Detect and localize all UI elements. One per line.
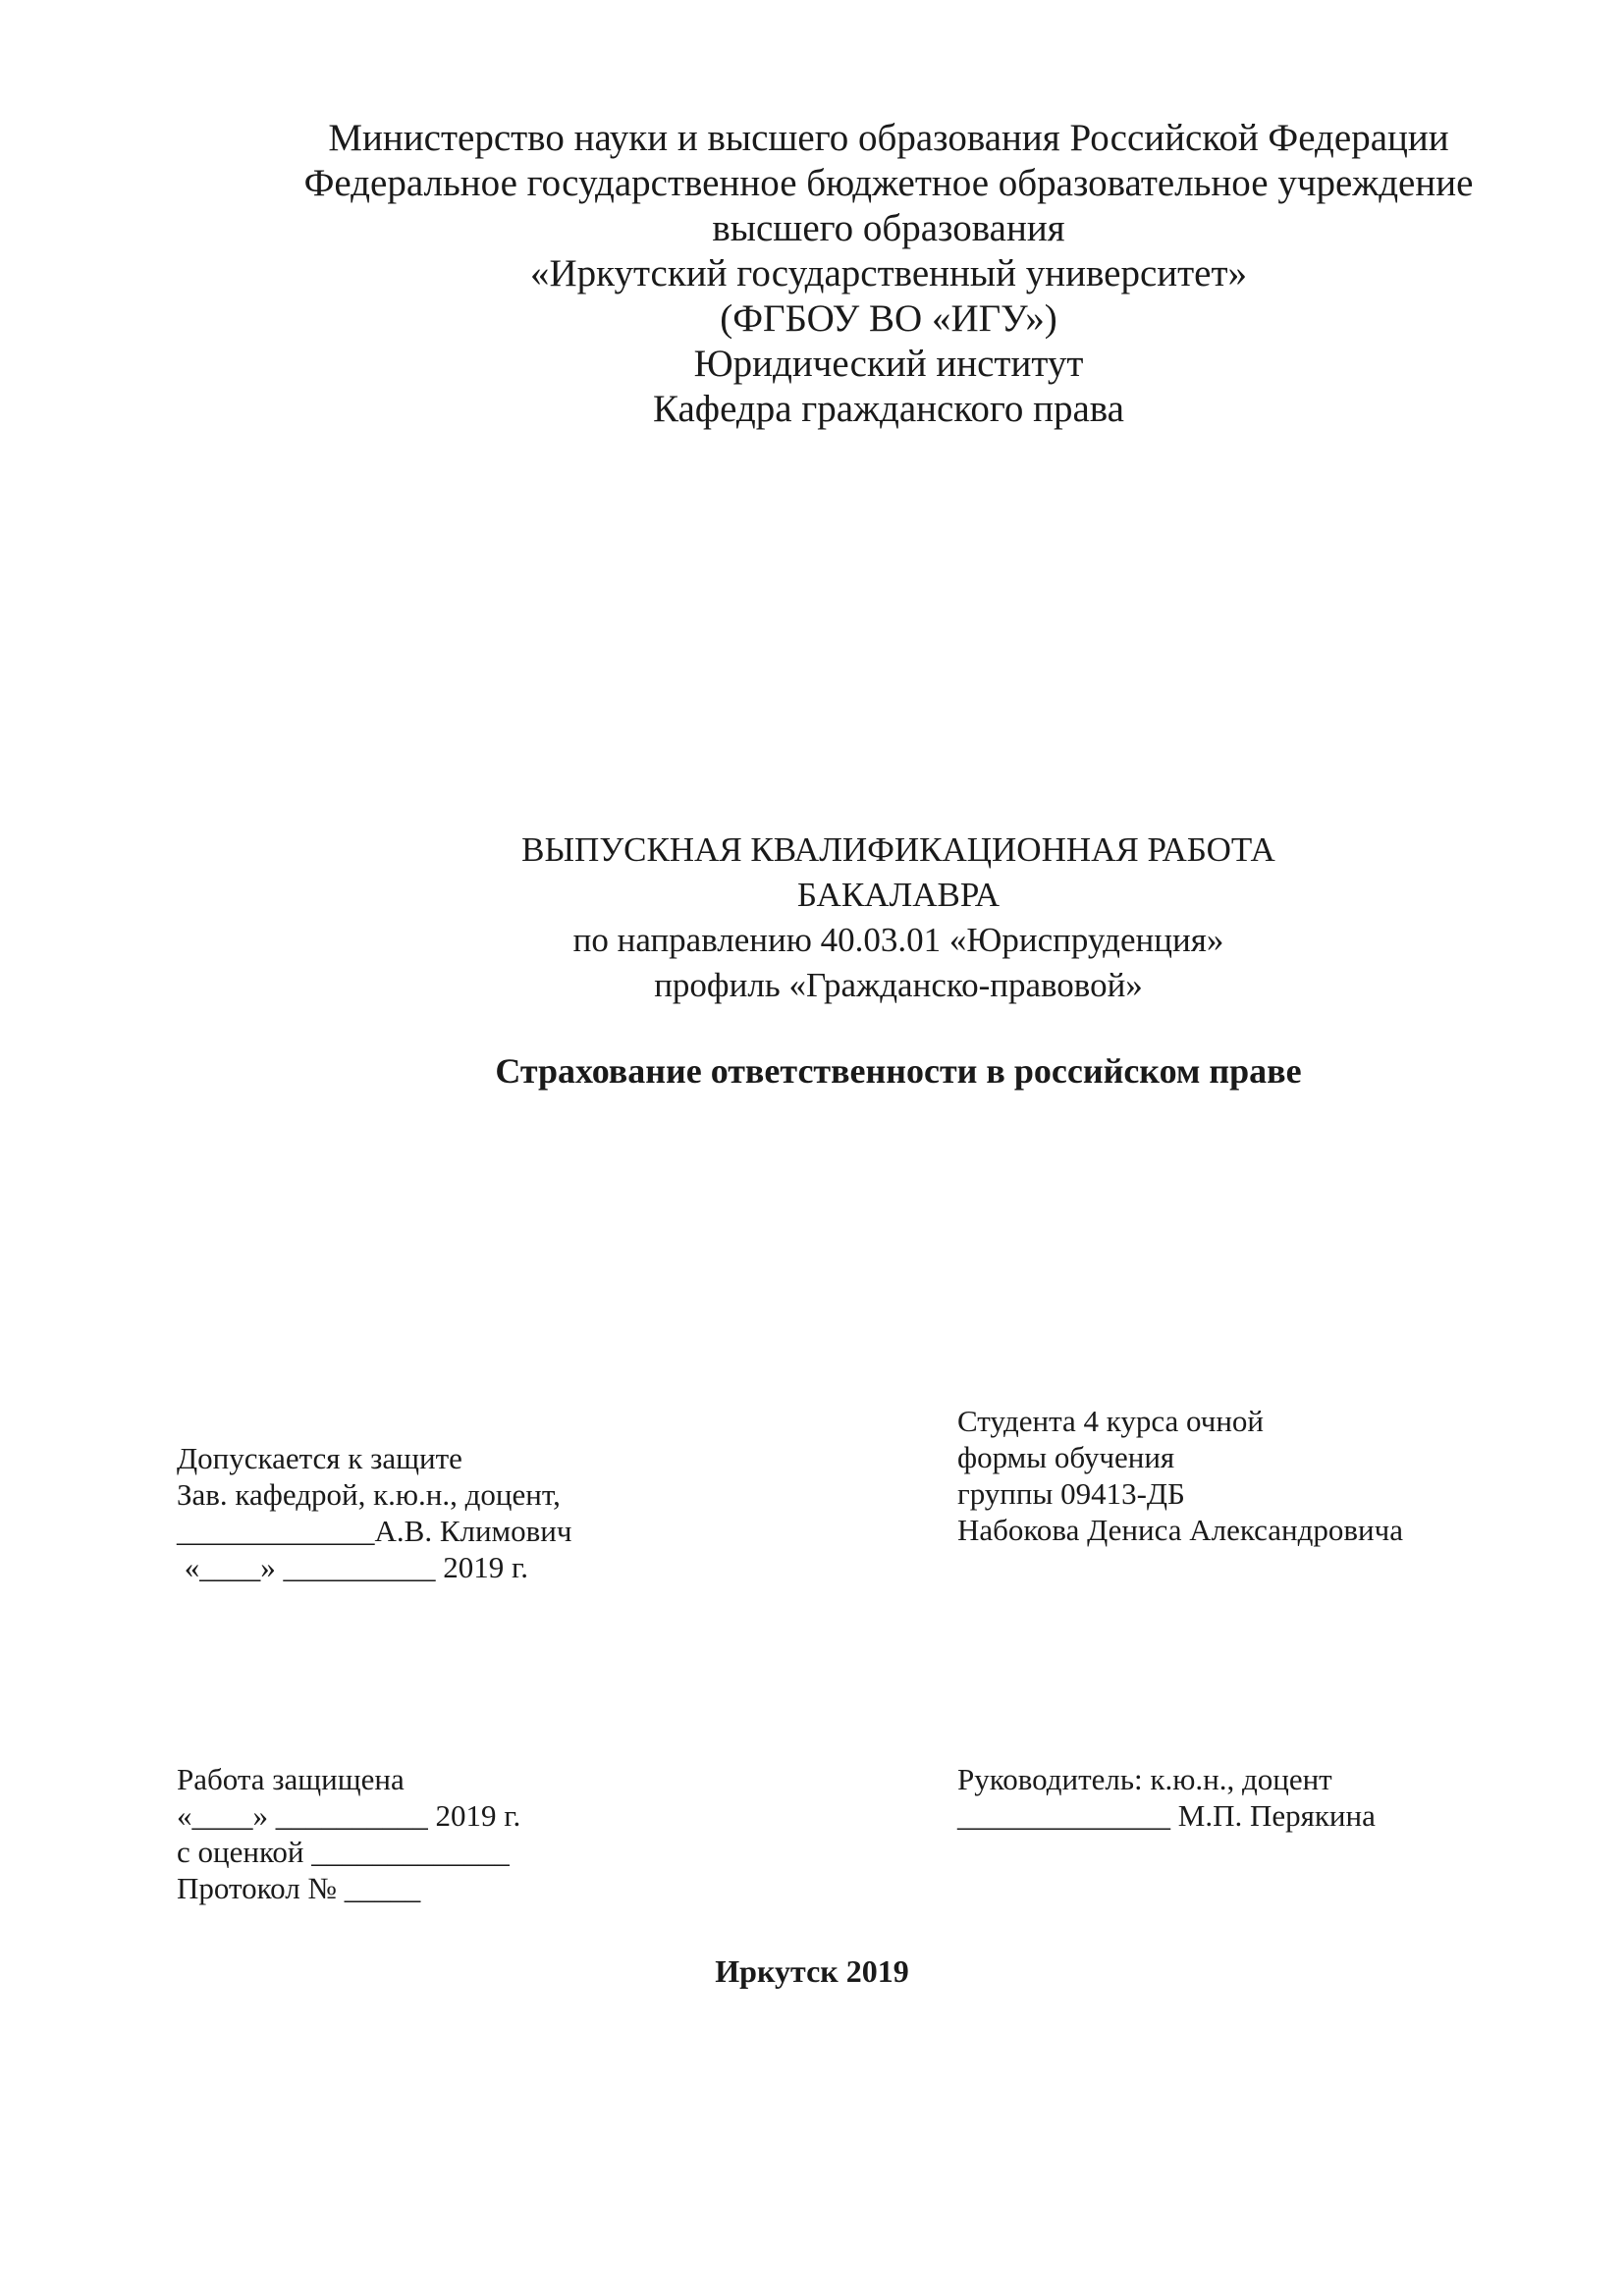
student-name-line: Набокова Дениса Александровича — [957, 1513, 1403, 1547]
supervisor-block — [957, 1761, 1376, 1834]
admission-date-line: «____» __________ 2019 г. — [177, 1550, 528, 1584]
head-signature-line: _____________А.В. Климович — [177, 1514, 572, 1548]
admission-block — [177, 1440, 572, 1585]
head-of-department-line: Зав. кафедрой, к.ю.н., доцент, — [177, 1477, 561, 1512]
university-name-line: «Иркутский государственный университет» — [529, 252, 1248, 294]
department-line: Кафедра гражданского права — [653, 388, 1124, 430]
institution-header — [295, 116, 1483, 432]
protocol-line: Протокол № _____ — [177, 1871, 421, 1905]
profile-line: профиль «Гражданско-правовой» — [654, 966, 1143, 1004]
defense-date-line: «____» __________ 2019 г. — [177, 1798, 521, 1833]
student-group-line: группы 09413-ДБ — [957, 1476, 1185, 1511]
supervisor-title-line: Руководитель: к.ю.н., доцент — [957, 1762, 1332, 1796]
defense-block — [177, 1761, 520, 1906]
student-form-line: формы обучения — [957, 1440, 1175, 1474]
supervisor-signature-line: ______________ М.П. Перякина — [957, 1798, 1376, 1833]
ministry-line: Министерство науки и высшего образования Российской Федерации — [328, 117, 1449, 159]
defense-heading: Работа защищена — [177, 1762, 405, 1796]
thesis-title: Страхование ответственности в российском праве — [495, 1051, 1302, 1091]
student-block — [957, 1403, 1403, 1548]
degree-line: БАКАЛАВРА — [796, 876, 1001, 914]
direction-line: по направлению 40.03.01 «Юриспруденция» — [572, 921, 1224, 959]
education-level-line: высшего образования — [712, 207, 1065, 249]
grade-line: с оценкой _____________ — [177, 1835, 510, 1869]
university-abbreviation-line: (ФГБОУ ВО «ИГУ») — [720, 297, 1057, 340]
institution-type-line: Федеральное государственное бюджетное образовательное учреждение — [303, 162, 1474, 204]
institute-line: Юридический институт — [693, 343, 1084, 385]
student-course-line: Студента 4 курса очной — [957, 1404, 1264, 1438]
admission-heading: Допускается к защите — [177, 1441, 462, 1475]
city-year: Иркутск 2019 — [715, 1953, 909, 1989]
work-type-block — [403, 828, 1394, 1008]
work-type-line: ВЫПУСКНАЯ КВАЛИФИКАЦИОННАЯ РАБОТА — [521, 830, 1275, 869]
